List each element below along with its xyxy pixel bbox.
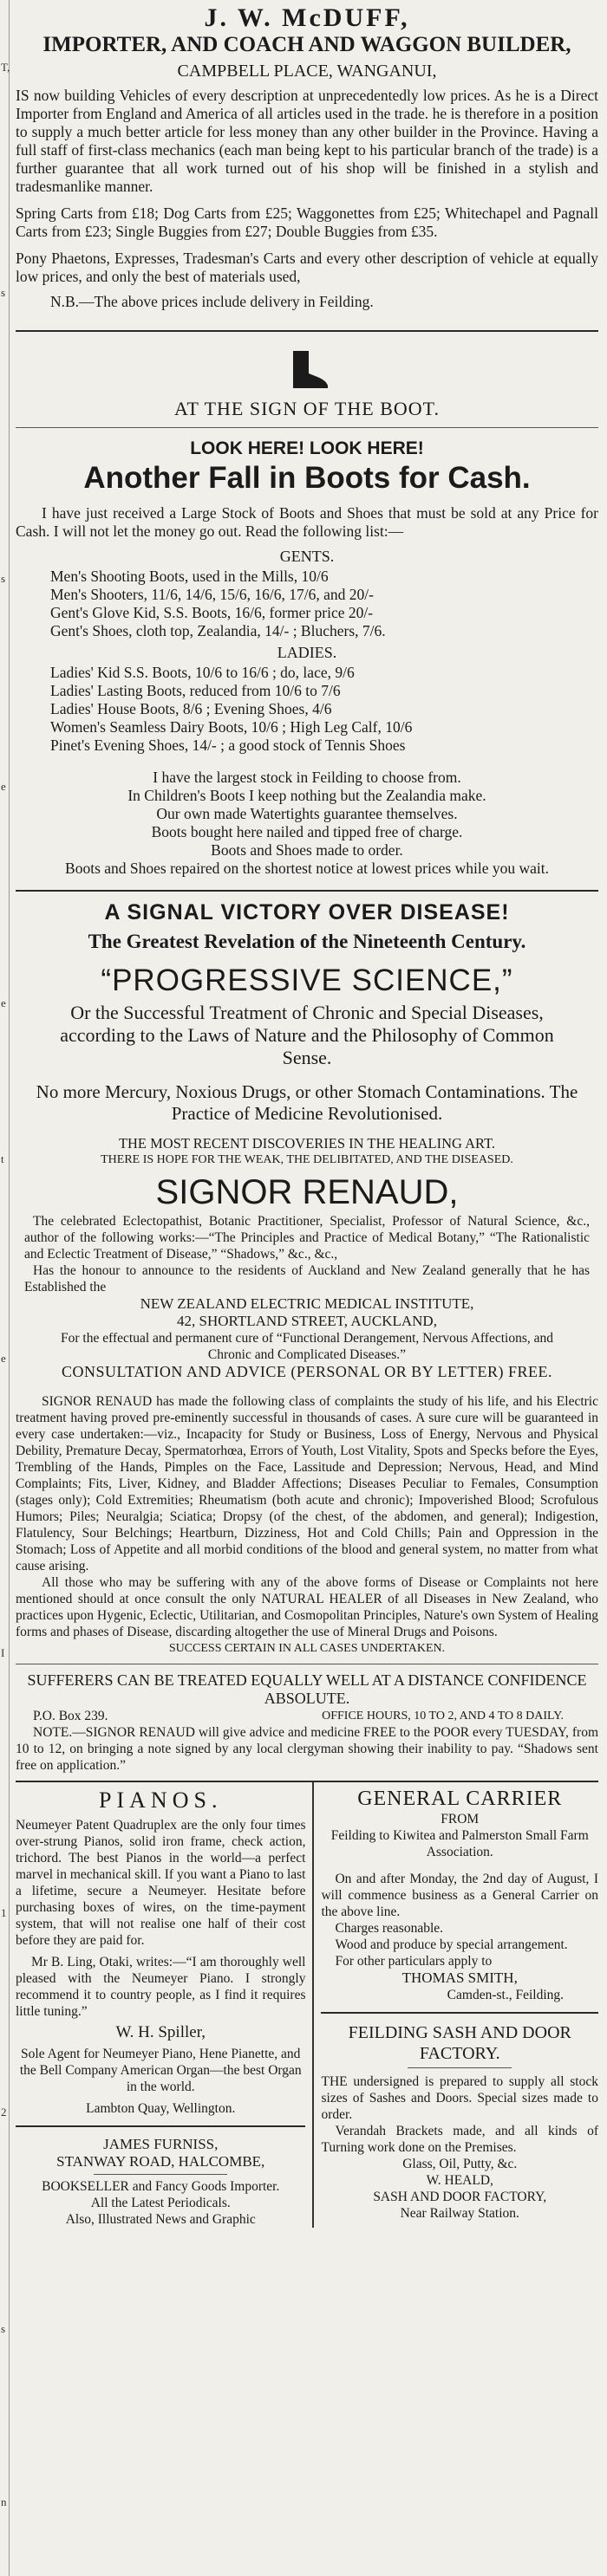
boot-repair: Boots and Shoes repaired on the shortest notice at lowest prices while you wait. (65, 860, 549, 877)
sash-advert (321, 2022, 598, 2222)
carrier-place: Camden-st., Feilding. (447, 1988, 564, 2002)
carrier-from: FROM (441, 1812, 480, 1827)
mcduff-name: J. W. McDUFF, (204, 3, 410, 32)
pianos-agent: Sole Agent for Neumeyer Piano, Hene Pianette, and the Bell Company American Organ—the best Organ in the world. (19, 2047, 302, 2094)
list-item: Ladies' Kid S.S. Boots, 10/6 to 16/6 ; do, lace, 9/6 (50, 664, 355, 681)
divider (408, 2067, 512, 2068)
carrier-advert (321, 1782, 598, 2003)
boot-look-here: LOOK HERE! LOOK HERE! (190, 438, 424, 458)
boot-intro: I have just received a Large Stock of Boots and Shoes that must be sold at any Price for Cash. I will not let the money go out. Read the following list:— (16, 504, 598, 540)
advert-column (16, 0, 598, 2228)
list-item: Boots and Shoes made to order. (211, 841, 403, 859)
renaud-natural-healer: All those who may be suffering with any of the above forms of Disease or Complaints not here mentioned should at once consult the only NATURAL HEALER of all Diseases in New Zealand, who practices upon Hygenic, Eclectic, Utilitarian, and Cosmopolitan Principles, Nature's own System of Healing forms and phases of Disease, discarding altogether the use of Mineral Drugs and Poisons. (16, 1575, 598, 1639)
edge-fragment: s (1, 2322, 6, 2335)
bottom-right-column (314, 1782, 598, 2228)
boot-sign-heading: AT THE SIGN OF THE BOOT. (174, 398, 440, 419)
divider (321, 2012, 598, 2014)
list-item: I have the largest stock in Feilding to choose from. (153, 769, 461, 786)
list-item: Men's Shooters, 11/6, 14/6, 15/6, 16/6, 17/6, and 20/- (50, 586, 374, 603)
sash-supply: THE undersigned is prepared to supply all stock sizes of Sashes and Doors. Special sizes made to order. (321, 2074, 598, 2122)
boot-gents-list (16, 568, 598, 640)
list-item: Ladies' House Boots, 8/6 ; Evening Shoes, 4/6 (50, 700, 332, 717)
bottom-columns (16, 1782, 598, 2228)
carrier-heading: GENERAL CARRIER (357, 1788, 563, 1810)
list-item: Gent's Glove Kid, S.S. Boots, 16/6, former price 20/- (50, 604, 374, 621)
renaud-complaints: SIGNOR RENAUD has made the following class of complaints the study of his life, and his Electric treatment having proved pre-eminently successful in thousands of cases. A sure cure will be guaranteed in every case undertaken:—viz., Incapacity for Study or Business, Loss of Energy, Nervous and Physical Debility, Premature Decay, Spermatorhœa, Errors of Youth, Lost Vitality, Spots and Specks before the Eyes, Trembling of the Hands, Pimples on the Face, Lassitude and Depression; Nervous, Head, and Mind Complaints; Fits, Liver, Kidney, and Bladder Affections; Diseases Peculiar to Females, Consumption (stages only); Cold Extremities; Rheumatism (both acute and chronic); Impoverished Blood; Scrofulous Humors; Piles; Neuralgia; Sciatica; Dropsy (of the chest, of the abdomen, and general); Indigestion, Flatulency, Sour Belchings; Heartburn, Dizziness, Hot and Cold Chills; Pain and Oppression in the Stomach; Loss of Appetite and all morbid conditions of the blood and general system, no matter from what cause arising. (16, 1394, 598, 1574)
renaud-successful-treatment: Or the Successful Treatment of Chronic and Special Diseases, according to the Laws of Nature and the Philosophy of Common Sense. (60, 1002, 554, 1068)
renaud-victory: A SIGNAL VICTORY OVER DISEASE! (104, 900, 510, 925)
mcduff-intro: IS now building Vehicles of every description at unprecedentedly low prices. As he is a Direct Importer from England and America of all articles used in the trade. he is therefore in a position to supply a much better article for less money than any other builder in the Province. Having a full staff of first-class mechanics (each man being kept to his particular branch of the trade) is a further guarantee that all work turned out of his shop will be finished in a stylish and tradesmanlike manner. (16, 87, 598, 195)
renaud-credentials: The celebrated Eclectopathist, Botanic Practitioner, Specialist, Professor of Natural Science, &c., author of the following works:—“The Principles and Practice of Medical Botany,” “The Rationalistic and Eclectic Treatment of Disease,” “Shadows,” &c., &c., (24, 1214, 590, 1262)
edge-fragment: e (1, 780, 6, 793)
list-item: Ladies' Lasting Boots, reduced from 10/6 to 7/6 (50, 682, 341, 699)
renaud-office-hours: OFFICE HOURS, 10 TO 2, AND 4 TO 8 DAILY. (322, 1710, 564, 1723)
carrier-start: On and after Monday, the 2nd day of August, I will commence business as a General Carrier on the above line. (321, 1872, 598, 1919)
divider (16, 2125, 305, 2127)
list-item: Gent's Shoes, cloth top, Zealandia, 14/- ; Bluchers, 7/6. (50, 622, 386, 639)
furniss-address: STANWAY ROAD, HALCOMBE, (56, 2153, 265, 2170)
edge-fragment: s (1, 572, 6, 585)
boot-ladies-list (16, 664, 598, 755)
sash-factory: SASH AND DOOR FACTORY, (373, 2190, 547, 2204)
renaud-announcement: Has the honour to announce to the residents of Auckland and New Zealand generally that he has Established the (24, 1263, 590, 1294)
renaud-progressive-science: “PROGRESSIVE SCIENCE,” (101, 964, 513, 997)
renaud-distance: SUFFERERS CAN BE TREATED EQUALLY WELL AT A DISTANCE CONFIDENCE ABSOLUTE. (27, 1671, 587, 1707)
renaud-advert (16, 900, 598, 1774)
list-item: Women's Seamless Dairy Boots, 10/6 ; High Leg Calf, 10/6 (50, 718, 413, 736)
renaud-po-box: P.O. Box 239. (33, 1709, 108, 1723)
carrier-route: Feilding to Kiwitea and Palmerston Small Farm Association. (330, 1828, 589, 1859)
carrier-particulars: For other particulars apply to (335, 1954, 493, 1969)
divider (94, 2174, 227, 2175)
mcduff-note: N.B.—The above prices include delivery in Feilding. (50, 293, 374, 310)
renaud-hope: THERE IS HOPE FOR THE WEAK, THE DELIBITATED, AND THE DISEASED. (101, 1153, 513, 1166)
list-item: Our own made Watertights guarantee themselves. (156, 805, 458, 822)
boot-ladies-heading: LADIES. (277, 644, 337, 661)
divider (16, 890, 598, 892)
boot-closing (16, 769, 598, 860)
list-item: Pinet's Evening Shoes, 14/- ; a good stock of Tennis Shoes (50, 736, 406, 754)
renaud-institute: NEW ZEALAND ELECTRIC MEDICAL INSTITUTE, (140, 1295, 474, 1312)
mcduff-title: IMPORTER, AND COACH AND WAGGON BUILDER, (42, 33, 571, 56)
pianos-name: W. H. Spiller, (115, 2023, 206, 2041)
sash-near: Near Railway Station. (400, 2206, 519, 2221)
carrier-name: THOMAS SMITH, (401, 1969, 518, 1986)
renaud-name: SIGNOR RENAUD, (155, 1173, 459, 1211)
sash-verandah: Verandah Brackets made, and all kinds of Turning work done on the Premises. (321, 2124, 598, 2155)
furniss-name: JAMES FURNISS, (103, 2136, 219, 2152)
pianos-description: Neumeyer Patent Quadruplex are the only four times over-strung Pianos, solid iron frame, check action, trichord. The best Pianos in the world—a perfect marvel in mechanical skill. If you want a Piano to last a lifetime, secure a Neumeyer. Hesitate before purchasing boxes of wires, on the time-payment system, that will not realise one half of their cost before they are paid for. (16, 1818, 306, 1948)
edge-fragment: T, (1, 61, 10, 74)
edge-fragment: n (1, 2495, 7, 2508)
renaud-cure: For the effectual and permanent cure of “Functional Derangement, Nervous Affections, and Chronic and Complicated Diseases.” (61, 1331, 553, 1362)
furniss-trade: BOOKSELLER and Fancy Goods Importer. (42, 2179, 280, 2194)
renaud-success: SUCCESS CERTAIN IN ALL CASES UNDERTAKEN. (168, 1642, 446, 1655)
mcduff-prices: Spring Carts from £18; Dog Carts from £25; Waggonettes from £25; Whitechapel and Pagnall Carts from £23; Single Buggies from £27; Double Buggies from £35. (16, 204, 598, 240)
boot-headline: Another Fall in Boots for Cash. (83, 461, 531, 495)
left-column-edge (0, 0, 10, 2576)
renaud-office-line (16, 1708, 598, 1724)
renaud-consultation: CONSULTATION AND ADVICE (PERSONAL OR BY LETTER) FREE. (61, 1363, 553, 1380)
renaud-revelation: The Greatest Revelation of the Nineteenth Century. (88, 931, 526, 952)
boot-advert (16, 349, 598, 878)
pianos-advert (16, 1782, 305, 2117)
edge-fragment: t (1, 1152, 4, 1165)
carrier-charges: Charges reasonable. (335, 1921, 444, 1936)
edge-fragment: e (1, 996, 6, 1009)
sash-glass: Glass, Oil, Putty, &c. (402, 2157, 518, 2171)
boot-gents-heading: GENTS. (279, 548, 335, 565)
boot-icon (281, 349, 333, 389)
edge-fragment: e (1, 1352, 6, 1365)
pianos-heading: PIANOS. (99, 1788, 223, 1813)
furniss-also: Also, Illustrated News and Graphic (65, 2212, 256, 2227)
mcduff-other-vehicles: Pony Phaetons, Expresses, Tradesman's Carts and every other description of vehicle at equally low prices, and only the best of materials used, (16, 250, 598, 285)
bottom-left-column (16, 1782, 314, 2228)
mcduff-advert (16, 0, 598, 311)
divider (16, 330, 598, 332)
divider (16, 427, 598, 428)
edge-fragment: I (1, 1646, 5, 1659)
list-item: Boots bought here nailed and tipped free of charge. (151, 823, 463, 840)
mcduff-address: CAMPBELL PLACE, WANGANUI, (177, 62, 437, 81)
edge-fragment: 1 (1, 1906, 7, 1919)
sash-heading: FEILDING SASH AND DOOR FACTORY. (348, 2023, 571, 2063)
furniss-periodicals: All the Latest Periodicals. (90, 2196, 231, 2210)
renaud-discoveries: THE MOST RECENT DISCOVERIES IN THE HEALING ART. (118, 1135, 496, 1152)
pianos-testimonial: Mr B. Ling, Otaki, writes:—“I am thoroughly well pleased with the Neumeyer Piano. I strongly recommend it to country people, as I find it requires little tuning.” (16, 1955, 306, 2019)
carrier-wood: Wood and produce by special arrangement. (335, 1937, 568, 1952)
list-item: Men's Shooting Boots, used in the Mills, 10/6 (50, 568, 329, 585)
renaud-street: 42, SHORTLAND STREET, AUCKLAND, (177, 1313, 437, 1329)
list-item: In Children's Boots I keep nothing but the Zealandia make. (127, 787, 486, 804)
renaud-no-more: No more Mercury, Noxious Drugs, or other Stomach Contaminations. The Practice of Medicine Revolutionised. (36, 1081, 578, 1124)
sash-name: W. HEALD, (426, 2173, 493, 2188)
furniss-advert (16, 2136, 305, 2228)
pianos-address: Lambton Quay, Wellington. (86, 2101, 236, 2116)
renaud-note: NOTE.—SIGNOR RENAUD will give advice and medicine FREE to the POOR every TUESDAY, from 10 to 12, on bringing a note signed by any local clergyman showing their inability to pay. “Shadows sent free on application.” (16, 1725, 598, 1773)
edge-fragment: s (1, 286, 6, 299)
edge-fragment: 2 (1, 2106, 7, 2119)
